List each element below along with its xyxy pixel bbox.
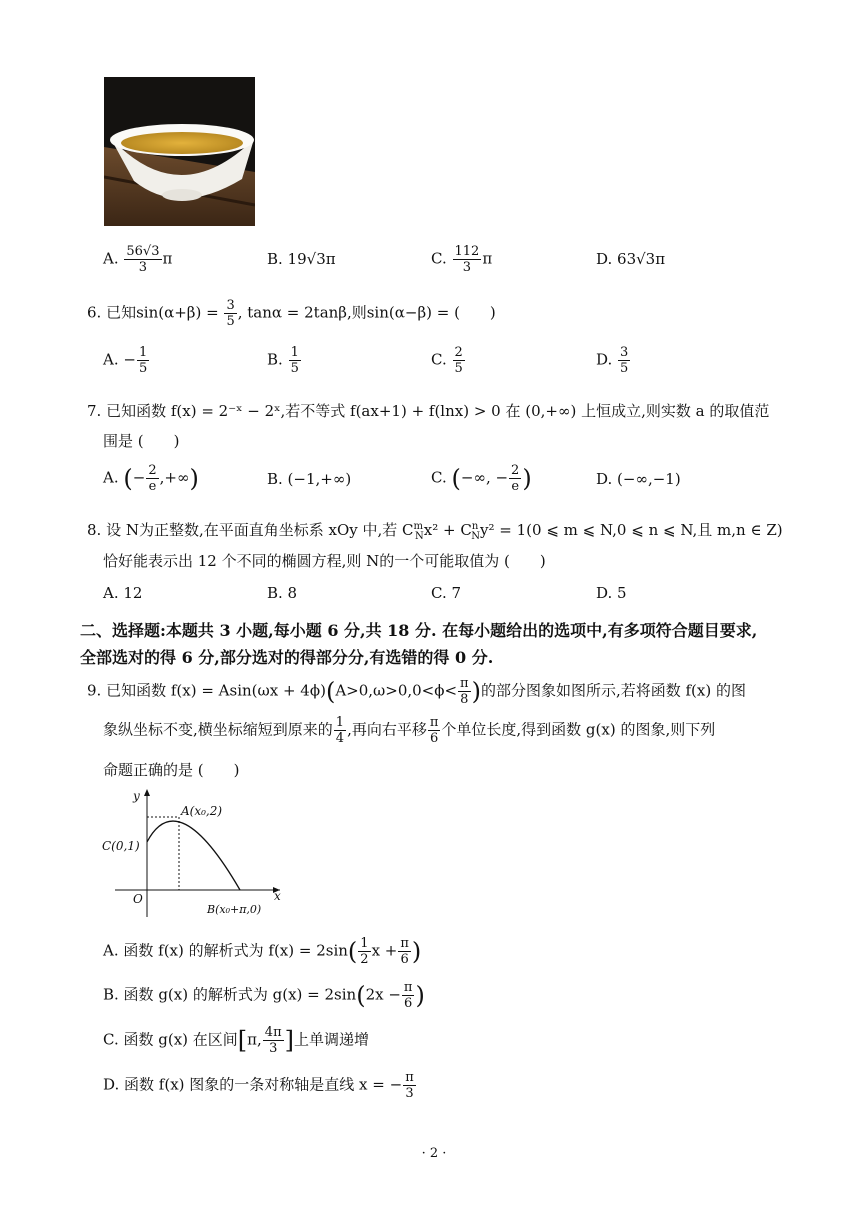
x-axis-label: x	[274, 889, 281, 903]
q6-option-c[interactable]: C. $\frac{2}{5}$	[431, 345, 463, 376]
question-9-line-2: 象纵坐标不变,横坐标缩短到原来的 $\frac{1}{4}$ ,再向右平移 $\frac{\pi}{6}$ 个单位长度,得到函数 g(x) 的图象,则下列	[103, 715, 716, 746]
fraction: $\frac{56√3}{3}$	[126, 244, 160, 275]
q8-option-c[interactable]: C. 7	[431, 584, 462, 602]
q8-option-d[interactable]: D. 5	[596, 584, 627, 602]
q7-option-c[interactable]: C. (−∞, − $\frac{2}{e}$ )	[431, 463, 532, 494]
q6-option-a[interactable]: A. − $\frac{1}{5}$	[103, 345, 148, 376]
tea-cup-photo	[104, 77, 255, 226]
section-heading-line-1: 二、选择题:本题共 3 小题,每小题 6 分,共 18 分. 在每小题给出的选项中,有多项符合题目要求,	[80, 621, 758, 640]
q9-option-a[interactable]: A. 函数 f(x) 的解析式为 f(x) = 2sin( $\frac{1}{2}$ x + $\frac{\pi}{6}$ )	[103, 936, 422, 967]
q9-option-d[interactable]: D. 函数 f(x) 图象的一条对称轴是直线 x = − $\frac{\pi}{3}$	[103, 1070, 414, 1101]
q9-option-c[interactable]: C. 函数 g(x) 在区间[π, $\frac{4\pi}{3}$ ]上单调递增	[103, 1025, 370, 1056]
section-heading-line-2: 全部选对的得 6 分,部分选对的得部分分,有选错的得 0 分.	[80, 648, 494, 667]
question-7-line-1: 7. 已知函数 f(x) = 2⁻ˣ − 2ˣ,若不等式 f(ax+1) + f(lnx) > 0 在 (0,+∞) 上恒成立,则实数 a 的取值范	[87, 402, 770, 420]
sine-curve	[147, 821, 240, 890]
q8-option-b[interactable]: B. 8	[267, 584, 298, 602]
q7-option-b[interactable]: B. (−1,+∞)	[267, 470, 352, 488]
point-b-label: B(x₀+π,0)	[207, 903, 262, 916]
tea-cup-illustration	[104, 77, 255, 226]
q8-option-a[interactable]: A. 12	[103, 584, 143, 602]
page-number: · 2 ·	[421, 1146, 447, 1161]
point-a-label: A(x₀,2)	[181, 804, 223, 818]
question-8-line-1: 8. 设 N为正整数,在平面直角坐标系 xOy 中,若 $C^m_Nx^2 + C^n_Ny^2 = 1(0$ ⩽ m ⩽ N,0 ⩽ n ⩽ N,且 m,n ∈ Z)	[87, 521, 783, 542]
q7-option-a[interactable]: A. (− $\frac{2}{e}$ ,+∞)	[103, 463, 199, 494]
q5-option-a[interactable]: A. $\frac{56√3}{3}$ π	[103, 244, 173, 275]
q5-option-d[interactable]: D. 63√3π	[596, 250, 666, 268]
q6-option-d[interactable]: D. $\frac{3}{5}$	[596, 345, 629, 376]
question-7-line-2: 围是 ( )	[103, 432, 180, 450]
q7-option-d[interactable]: D. (−∞,−1)	[596, 470, 681, 488]
fraction: $\frac{112}{3}$	[454, 244, 480, 275]
q9-option-b[interactable]: B. 函数 g(x) 的解析式为 g(x) = 2sin(2x − $\frac{\pi}{6}$ )	[103, 980, 425, 1011]
point-c-label: C(0,1)	[102, 839, 140, 853]
origin-label: O	[133, 892, 143, 906]
question-8-line-2: 恰好能表示出 12 个不同的椭圆方程,则 N的一个可能取值为 ( )	[103, 552, 546, 570]
question-9-line-1: 9. 已知函数 f(x) = Asin(ωx + 4ϕ)(A>0,ω>0,0<ϕ< $\frac{\pi}{8}$ )的部分图象如图所示,若将函数 f(x) 的图	[87, 676, 746, 707]
question-9-line-3: 命题正确的是 ( )	[103, 761, 240, 779]
question-6-stem: 6. 已知sin(α+β) = $\frac{3}{5}$ , tanα = 2tanβ,则sin(α−β) = ( )	[87, 298, 496, 329]
function-graph	[100, 785, 290, 925]
y-axis-label: y	[133, 789, 140, 803]
q5-option-b[interactable]: B. 19√3π	[267, 250, 336, 268]
q5-option-c[interactable]: C. $\frac{112}{3}$ π	[431, 244, 493, 275]
q6-option-b[interactable]: B. $\frac{1}{5}$	[267, 345, 299, 376]
